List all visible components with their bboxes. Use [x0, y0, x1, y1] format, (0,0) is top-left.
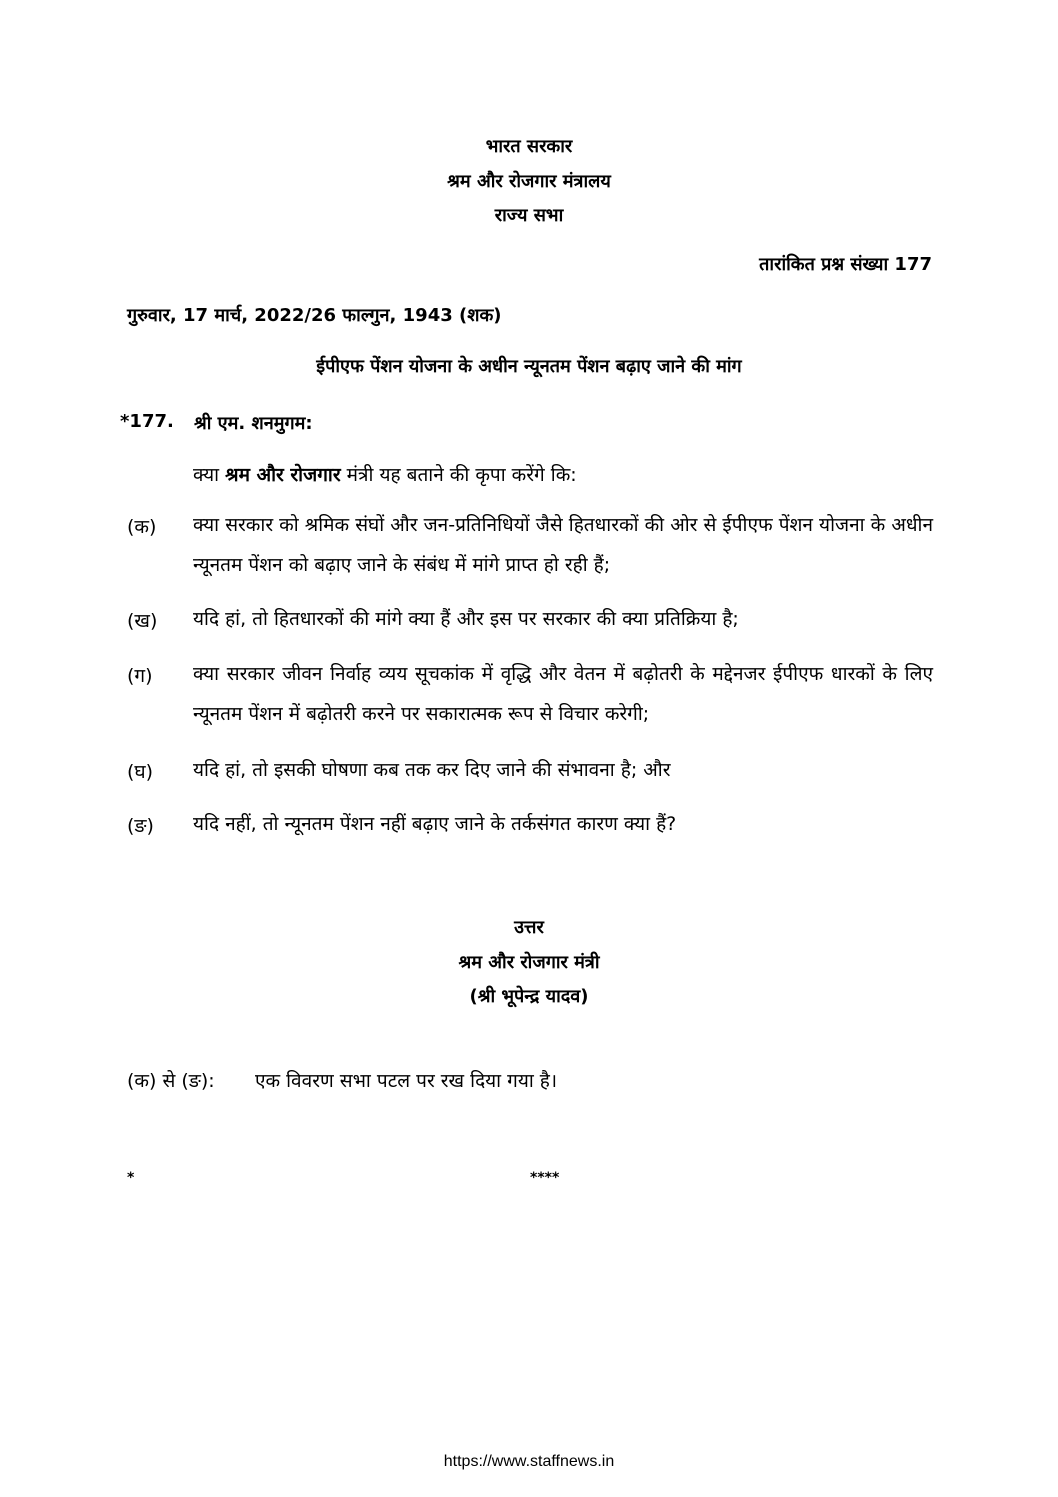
answer-range-label: (क) से (ङ):	[127, 1070, 215, 1092]
part-text-gha: यदि हां, तो इसकी घोषणा कब तक कर दिए जाने की संभावना है; और	[193, 759, 671, 781]
part-label-ga: (ग)	[127, 665, 153, 687]
question-id: *177.	[120, 411, 174, 432]
question-number: तारांकित प्रश्न संख्या 177	[759, 254, 932, 275]
header-line-1: भारत सरकार	[485, 136, 573, 157]
part-label-ka: (क)	[127, 516, 157, 538]
minister-title: श्रम और रोजगार मंत्री	[458, 952, 600, 973]
intro-ministry: श्रम और रोजगार	[225, 464, 341, 486]
footer-url[interactable]: https://www.staffnews.in	[443, 1453, 615, 1470]
part-label-gha: (घ)	[127, 761, 154, 783]
part-label-kha: (ख)	[127, 610, 158, 632]
answer-heading: उत्तर	[514, 917, 544, 938]
answer-text: एक विवरण सभा पटल पर रख दिया गया है।	[255, 1070, 558, 1092]
minister-name: (श्री भूपेन्द्र यादव)	[469, 986, 589, 1007]
intro-prefix: क्या	[193, 464, 220, 486]
asker-name: श्री एम. शनमुगम:	[194, 413, 313, 434]
question-intro	[193, 461, 577, 487]
subject: ईपीएफ पेंशन योजना के अधीन न्यूनतम पेंशन बढ़ाए जाने की मांग	[316, 356, 742, 377]
header-line-2: श्रम और रोजगार मंत्रालय	[447, 171, 611, 192]
intro-suffix: मंत्री यह बताने की कृपा करेंगे कि:	[346, 464, 577, 486]
part-label-nga: (ङ)	[127, 815, 154, 837]
date: गुरुवार, 17 मार्च, 2022/26 फाल्गुन, 1943 (शक)	[127, 305, 502, 326]
part-text-kha: यदि हां, तो हितधारकों की मांगे क्या हैं और इस पर सरकार की क्या प्रतिक्रिया है;	[193, 608, 739, 630]
part-text-ka: क्या सरकार को श्रमिक संघों और जन-प्रतिनिधियों जैसे हितधारकों की ओर से ईपीएफ पेंशन योजना के अधीन न्यूनतम पेंशन को बढ़ाए जाने के संबंध में मांगे प्राप्त हो रही हैं;	[193, 514, 933, 576]
part-text-nga: यदि नहीं, तो न्यूनतम पेंशन नहीं बढ़ाए जाने के तर्कसंगत कारण क्या हैं?	[193, 813, 677, 835]
separator-center: ****	[530, 1170, 560, 1186]
header-line-3: राज्य सभा	[494, 205, 564, 226]
part-text-ga: क्या सरकार जीवन निर्वाह व्यय सूचकांक में वृद्धि और वेतन में बढ़ोतरी के मद्देनजर ईपीएफ धारकों के लिए न्यूनतम पेंशन में बढ़ोतरी करने पर सकारात्मक रूप से विचार करेगी;	[193, 663, 933, 725]
separator-left: *	[127, 1170, 135, 1186]
